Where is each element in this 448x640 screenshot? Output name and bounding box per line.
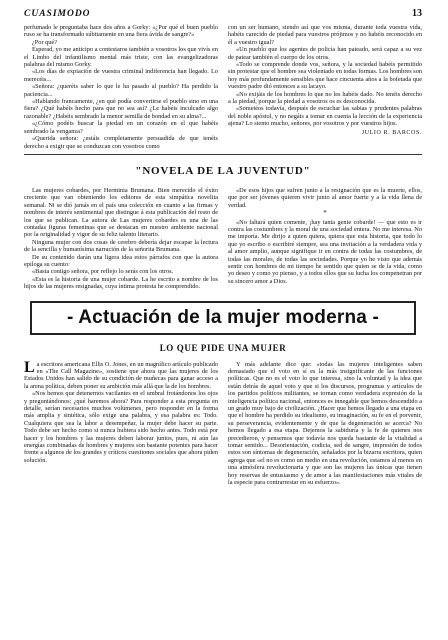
running-title: CUASIMODO bbox=[24, 9, 91, 19]
paragraph: «Todo se comprende donde vos, señora, y la sociedad habéis permitido sin protestar que el hombre sea violentado en todas formas. Los hombres son hoy más profundamente sensibles que hace cincuenta años a la bofetada que vuestro padre dió entonces a su lacayo. bbox=[228, 61, 422, 91]
drop-cap: L bbox=[24, 358, 35, 376]
author-signature: JULIO R. BARCOS. bbox=[361, 129, 422, 136]
paragraph: «¿Cómo podéis buscar la piedad en un corazón en el que habéis sembrado la venganza? bbox=[24, 120, 218, 135]
paragraph: «De esos hijos que sufren junto a la resignación que es la muerte, ellos, que por ser jóvenes quieren vivir junto al amor fuerte y a la vida llena de verdad. bbox=[228, 186, 422, 209]
paragraph: «Nos hemos que detenernos vacilantes en el umbral frotándonos los ojos y preguntándonos: ¿qué haremos ahora? Para responder a esta pregunta en detalle, serían necesarios muchos volúmenes, pero responder en la forma más amplia y sintética, sólo exige una palabra, y esa palabra es: Todo. Cualquiera que sea la labor a desempeñar, la mujer debe hacer su parte. Todo debe ser hecho como si nunca hubiera sido hecho antes. Todo está por hacer y los hombres y las mujeres deben laborar juntos, pues, ni aún las energías combinadas de hombres y mujeres son bastante potentes para hacer frente a algunos de los grandes y críticos cuestiones sociales que ahora piden solución. bbox=[24, 390, 218, 464]
asterisk-separator: * bbox=[323, 209, 327, 218]
top-article bbox=[24, 24, 422, 150]
top-article-left-column bbox=[24, 24, 218, 150]
first-paragraph bbox=[24, 358, 218, 391]
page-number: 13 bbox=[412, 8, 422, 19]
paragraph: «Los días de expiación de vuestra criminal indiferencia han llegado. Lo merecéis... bbox=[24, 68, 218, 83]
paragraph: Esperad, yo me anticipo a contestaros también a vosotros los que vivís en el Limbo del infantilismo mental más triste, con las evangelizadoras palabras del mismo Gorky. bbox=[24, 46, 218, 69]
divider bbox=[24, 154, 422, 155]
page-header bbox=[24, 8, 422, 24]
section-banner: - Actuación de la mujer moderna - bbox=[30, 301, 416, 335]
review-left-column bbox=[24, 187, 218, 291]
paragraph: Las mujeres cobardes, por Herminia Brumana. Bien merecido el éxito creciente que van obteniendo los editores de esta simpática novelita semanal. Ni se dió jamás en el país una colección en cuanto a las firmas y nombres de interés sentimental que distingue á esta publicación del resto de los que se publican. La autora de Las mujeres cobardes es una de las contadas figuras femeninas que se destacan en nuestro ambiente nacional por la originalidad y vigor de su feliz talento literario. bbox=[24, 186, 218, 239]
paragraph: «Basta contigo señora, por reflejo lo serás con los otros. bbox=[32, 268, 174, 276]
paragraph: «Señora: ¿queréis saber lo que le ha pasado al pueblo? Ha perdido la paciencia... bbox=[24, 83, 218, 98]
section-title: "NOVELA DE LA JUVENTUD" bbox=[135, 164, 311, 177]
bottom-article bbox=[24, 358, 422, 487]
paragraph: «No exijáis de los hombres lo que no les habéis dado. No tenéis derecho a la piedad, porque la piedad a vosotros os es desconocida. bbox=[228, 90, 422, 106]
paragraph: con un ser humano, siendo así que vos misma, durante toda vuestra vida, habéis carecido de piedad para vuestros prójimos y no habéis reconocido en él a vuestro igual? bbox=[228, 24, 422, 46]
paragraph: perfumado le preguntaba hace dos años a Gorky: «¿Por qué el buen pueblo ruso se ha transformado súbitamente en una fiera ávida de sangre?» bbox=[24, 24, 218, 39]
paragraph: ¿Por qué? bbox=[32, 38, 58, 46]
paragraph: «Hablando francamente, ¿en qué podía convertirse el pueblo sino en una fiera? ¿Qué habéis hecho para que no sea así? ¿Le habéis inculcado algo razonable? ¿Habéis sembrado la menor semilla de bondad en su alma?... bbox=[24, 98, 218, 120]
paragraph: «No faltará quien comente, ¡hay tanta gente cobarde! — que esto es ir contra las costumbres y la moral de una sociedad entera. No me interesa. No me importa. Me dirijo a quien quiera, quiera que esta historia, que todo lo que yo escribo o escribiré siempre, sea una invitación a la verdadera vida y al amor amplio, aunque signifique ir en contra de todas las costumbres, de todas las morales, de todas las sociedades. Porque yo he visto que además sentir con hombres de mi tiempo he sentido que quien se de la vida, como yo deseo y como yo pienso, y a todos ellos que su lucha los compenetran por su sincero amor a Dios. bbox=[228, 218, 422, 285]
paragraph: «Esta es la historia de una mujer cobarde. La he escrito a nombre de los hijos de las mujeres resignadas, cuya íntima protesta he comprendido. bbox=[24, 275, 218, 291]
paragraph: De su contenido darán una ligera idea estos párrafos con que la autora epiloga su cuento: bbox=[24, 253, 218, 268]
paragraph: Y más adelante dice que: «todas las mujeres inteligentes saben demasiado que el voto en sí es la más insignificante de las funciones políticas. Que no es el voto lo que interesa, sino la voluntad y la idea que están detrás de aquel voto y que si los discursos, programas y artículos de los partidos políticos militantes, se tornan como verdadera expresión de la inteligencia política nacional, entonces es innegable que hemos descendido a un grado muy bajo de civilización. ¿Hacer que hemos llegado a una etapa en que el hombre ha perdido su idealismo, su imaginación, su fe en el porvenir, su perseverancia, evidentemente y de que la degeneración se acerca? No hemos llegado a esa etapa. Dejemos la sabiduría y la fe de quienes nos precedieron, y pensemos que todavía nos queda bastante de la vitalidad a tomar sentido... Desorientación, codicia, sed de sangre, impresión de todos estos son síntomas de degeneración, señalados por la bizarra escritora, quien agrega que «el no es como un medio en una revolución, estamos al menos en una atmósfera revolucionaria y que son las mujeres las únicas que tienen hoy reservas de entusiasmo y de amor a las manifestaciones más vitales de la especie para contrarrestar en su esfuerzo». bbox=[228, 360, 422, 487]
bottom-right-column bbox=[228, 361, 422, 487]
paragraph: «Sometéos todavía, después de escuchar las sabias y prudentes palabras del noble apóstol, y no negáis a tomar en cuenta la lección de la experiencia ajena? Lo siento mucho, señores, por vosotros y por vuestros hijos. bbox=[228, 105, 422, 128]
paragraph-text: a escritora americana Ellis O. Jones, en un magnífico artículo publicado en «The Call Magazine», sostiene que ahora que las mujeres de los Estados Unidos han salido de su condición de muñecas para ganar acceso a la arena política, deben poner su ambición más allá que la de los hombres. bbox=[24, 360, 218, 390]
paragraph: «Querida señora: ¿estáis completamente persuadida de que tenéis derecho a exigir que se conduzcan con vosotros como bbox=[24, 135, 218, 150]
paragraph: «Un pueblo que los agentes de policía han pateado, será capaz a su vez de patear también el cuerpo de los otros. bbox=[228, 46, 422, 61]
article-subhead: LO QUE PIDE UNA MUJER bbox=[159, 342, 287, 353]
bottom-left-column bbox=[24, 358, 218, 487]
paragraph: Ninguna mujer con dos cosas de cerebro debería dejar escapar la lectura de la sencilla y humanísima narración de la señorita Brumana. bbox=[24, 238, 218, 254]
review-right-column bbox=[228, 187, 422, 291]
top-article-right-column bbox=[228, 24, 422, 150]
review-article bbox=[24, 187, 422, 291]
